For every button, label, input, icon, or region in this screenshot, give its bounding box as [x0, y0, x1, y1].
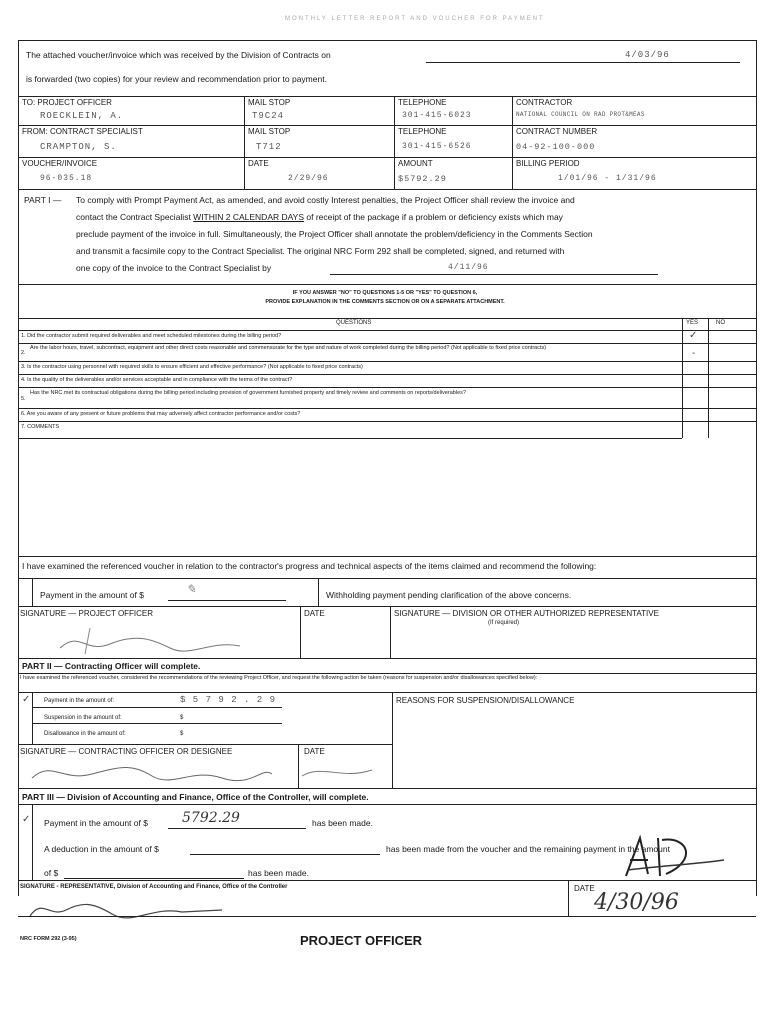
telephone-value: 301-415-6023	[402, 111, 472, 120]
part1-line-3: preclude payment of the invoice in full. Simultaneously, the Project Officer shall annotate the problem/deficiency in the Comments Section	[76, 229, 593, 239]
part1-title: PART I —	[24, 195, 62, 205]
voucher-value: 96-035.18	[40, 174, 93, 183]
p2-suspension-label: Suspension in the amount of:	[44, 715, 122, 721]
question-2-number: 2.	[21, 350, 26, 356]
from-label: FROM: CONTRACT SPECIALIST	[22, 127, 143, 136]
amount-value: $5792.29	[398, 174, 447, 184]
received-date: 4/03/96	[625, 50, 670, 60]
telephone-label-2: TELEPHONE	[398, 127, 447, 136]
project-officer-signature	[30, 618, 270, 658]
questions-instruction-1: IF YOU ANSWER "NO" TO QUESTIONS 1-5 OR "YES" TO QUESTION 6,	[292, 290, 478, 296]
questions-header: QUESTIONS	[336, 320, 372, 326]
question-5-number: 5.	[21, 396, 26, 402]
initials-mark	[618, 830, 728, 882]
invoice-date-value: 2/29/96	[288, 174, 329, 183]
part1-line-2: contact the Contract Specialist WITHIN 2 CALENDAR DAYS of receipt of the package if a problem or deficiency exists which may	[76, 212, 563, 222]
p3-of-label: of $	[44, 868, 59, 878]
p2-payment-value: $ 5 7 9 2 . 2 9	[180, 695, 277, 705]
telephone-label: TELEPHONE	[398, 98, 447, 107]
questions-instruction-2: PROVIDE EXPLANATION IN THE COMMENTS SECTION OR ON A SEPARATE ATTACHMENT.	[265, 299, 505, 305]
form-title: MONTHLY LETTER REPORT AND VOUCHER FOR PAYMENT	[285, 16, 545, 22]
mail-stop-label-2: MAIL STOP	[248, 127, 291, 136]
return-by-date: 4/11/96	[448, 263, 489, 272]
billing-period-label: BILLING PERIOD	[516, 159, 580, 168]
reasons-label: REASONS FOR SUSPENSION/DISALLOWANCE	[396, 696, 575, 705]
p3-date-value: 4/30/96	[594, 890, 679, 915]
mail-stop-label: MAIL STOP	[248, 98, 291, 107]
p2-suspension-dollar: $	[180, 715, 184, 721]
question-1: 1. Did the contractor submit required deliverables and meet scheduled milestones during the billing period?	[21, 333, 282, 339]
sig-po-label: SIGNATURE — PROJECT OFFICER	[20, 609, 154, 618]
p3-payment-label: Payment in the amount of $	[44, 818, 148, 828]
form-id: NRC FORM 292 (3-95)	[20, 936, 77, 942]
sig-po-date-label: DATE	[304, 609, 325, 618]
p3-sig-label: SIGNATURE - REPRESENTATIVE, Division of Accounting and Finance, Office of the Controller	[20, 884, 288, 890]
to-label: TO: PROJECT OFFICER	[22, 98, 112, 107]
check-mark-icon: ✓	[689, 330, 698, 341]
part3-title: PART III — Division of Accounting and Finance, Office of the Controller, will complete.	[22, 792, 369, 802]
return-by-line	[330, 274, 658, 275]
if-required: (If required)	[488, 620, 520, 626]
intro-line-2: is forwarded (two copies) for your review and recommendation prior to payment.	[26, 74, 327, 84]
payment-check-icon: ✓	[22, 694, 31, 705]
withholding-label: Withholding payment pending clarification of the above concerns.	[326, 590, 572, 600]
p3-has-been-made: has been made.	[312, 818, 373, 828]
question-3: 3. Is the contractor using personnel with required skills to ensure efficient and effective performance? (Not applicable to fixed price contracts)	[21, 364, 363, 370]
p2-disallowance-label: Disallowance in the amount of:	[44, 731, 126, 737]
copy-designation: PROJECT OFFICER	[300, 933, 423, 948]
p3-has-been-made-2: has been made.	[248, 868, 309, 878]
voucher-label: VOUCHER/INVOICE	[22, 159, 98, 168]
frame-right	[756, 40, 757, 896]
p3-date-label: DATE	[574, 884, 595, 893]
review-payment-label: Payment in the amount of $	[40, 590, 144, 600]
part2-title: PART II — Contracting Officer will complete.	[22, 661, 201, 671]
p3-deduction-label: A deduction in the amount of $	[44, 844, 159, 854]
yes-header: YES	[686, 320, 699, 326]
question-2: Are the labor hours, travel, subcontract, equipment and other direct costs reasonable and commensurate for the type and nature of work completed during the billing period? (Not applicable to fixed price contracts)	[30, 345, 547, 351]
review-statement: I have examined the referenced voucher in relation to the contractor's progress and technical aspects of the items claimed and recommend the following:	[22, 561, 597, 571]
contractor-label: CONTRACTOR	[516, 98, 573, 107]
part1-line-5: one copy of the invoice to the Contract Specialist by	[76, 263, 272, 273]
question-4: 4. Is the quality of the deliverables and/or services acceptable and in compliance with the terms of the contract?	[21, 377, 293, 383]
mail-stop-value-2: T712	[256, 142, 282, 152]
question-6: 6. Are you aware of any present or future problems that may adversely affect contractor performance and/or costs?	[21, 411, 301, 417]
no-header: NO	[716, 320, 725, 326]
p2-date-label: DATE	[304, 747, 325, 756]
mail-stop-value: T9C24	[252, 111, 285, 121]
p3-payment-value: 5792.29	[182, 810, 240, 826]
telephone-value-2: 301-415-6526	[402, 142, 472, 151]
p2-payment-label: Payment in the amount of:	[44, 698, 115, 704]
part3-check-icon: ✓	[22, 814, 31, 825]
part1-line-1: To comply with Prompt Payment Act, as amended, and avoid costly Interest penalties, the Project Officer shall review the invoice and	[76, 195, 575, 205]
dash-mark-icon: -	[692, 348, 696, 359]
received-date-line	[426, 62, 740, 63]
p2-sig-label: SIGNATURE — CONTRACTING OFFICER OR DESIGNEE	[20, 747, 233, 756]
billing-period-value: 1/01/96 - 1/31/96	[558, 174, 657, 183]
amount-label: AMOUNT	[398, 159, 433, 168]
date-label: DATE	[248, 159, 269, 168]
p3-deduction-text: has been made from the voucher and the remaining payment in the amount	[386, 844, 670, 854]
top-divider	[18, 40, 756, 41]
contract-number-value: 04-92-100-000	[516, 142, 596, 152]
contract-specialist-name: CRAMPTON, S.	[40, 142, 117, 152]
sig-div-label: SIGNATURE — DIVISION OR OTHER AUTHORIZED REPRESENTATIVE	[394, 609, 659, 618]
contract-number-label: CONTRACT NUMBER	[516, 127, 598, 136]
part2-statement: I have examined the referenced voucher, considered the recommendations of the reviewing Project Officer, and request the following action be taken (reasons for suspension and/or disallowances specified below):	[20, 675, 538, 681]
contracting-officer-signature	[22, 756, 382, 786]
review-payment-handwritten: ✎	[186, 582, 197, 596]
question-5: Has the NRC met its contractual obligations during the billing period including provision of government furnished property and timely review and comments on reports/deliverables?	[30, 390, 466, 396]
frame-left	[18, 40, 19, 896]
accounting-signature	[22, 892, 232, 922]
contractor-value: NATIONAL COUNCIL ON RAD PROT&MEAS	[516, 111, 645, 118]
p2-disallowance-dollar: $	[180, 731, 184, 737]
project-officer-name: ROECKLEIN, A.	[40, 111, 124, 121]
intro-line-1: The attached voucher/invoice which was received by the Division of Contracts on	[26, 50, 331, 60]
comments-label: 7. COMMENTS	[21, 424, 60, 430]
part1-line-4: and transmit a facsimile copy to the Contract Specialist. The original NRC Form 292 shall be completed, signed, and returned with	[76, 246, 565, 256]
